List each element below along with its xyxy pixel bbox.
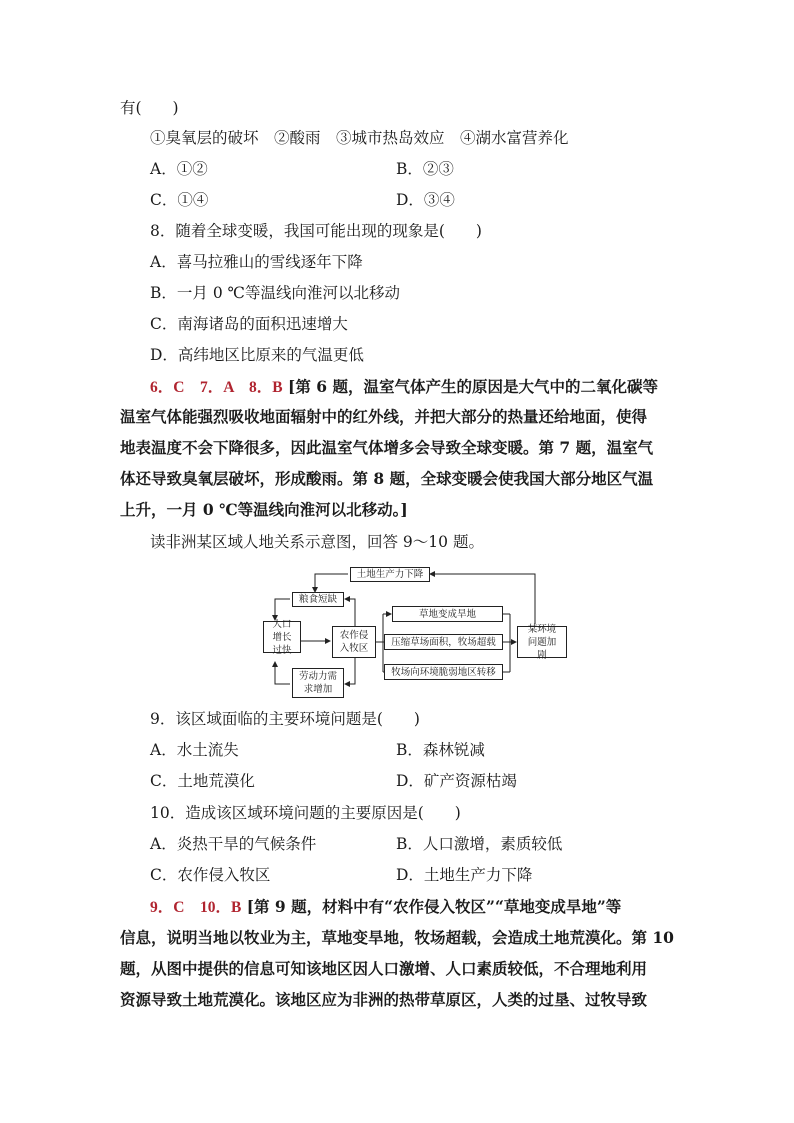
- q7-option-a: A．①②: [150, 160, 208, 178]
- answer-key-9-10: 9．C 10．B: [150, 899, 242, 916]
- box-environmental-problem-worsens: 某环境问题加剧: [517, 626, 567, 658]
- q9-option-a: A．水土流失: [150, 741, 239, 759]
- answer-6-8-line5: 上升，一月 0 ℃等温线向淮河以北移动。]: [120, 500, 408, 519]
- q10-option-a: A．炎热干旱的气候条件: [150, 835, 317, 853]
- box-food-shortage: 粮食短缺: [292, 592, 344, 607]
- box-grassland-to-dryland: 草地变成旱地: [392, 606, 503, 622]
- answer-text-9-10-start: [第 9 题，材料中有“农作侵入牧区”“草地变成旱地”等: [246, 897, 622, 916]
- q8-option-d: D．高纬地区比原来的气温更低: [150, 346, 364, 364]
- q8-stem: 8．随着全球变暖，我国可能出现的现象是( ): [150, 222, 482, 240]
- box-land-productivity-decline: 土地生产力下降: [350, 567, 430, 582]
- q9-option-b: B．森林锐减: [396, 741, 485, 759]
- q7-stem-end: 有( ): [120, 99, 179, 117]
- q9-stem: 9．该区域面临的主要环境问题是( ): [150, 710, 420, 728]
- answer-6-8-line1: [150, 376, 658, 399]
- q9-option-d: D．矿产资源枯竭: [396, 772, 517, 790]
- answer-text-6-8-start: [第 6 题，温室气体产生的原因是大气中的二氧化碳等: [288, 377, 658, 396]
- answer-key-6-8: 6．C 7．A 8．B: [150, 379, 283, 396]
- box-compress-grassland-overload: 压缩草场面积，牧场超载: [384, 634, 503, 650]
- answer-9-10-line1: [150, 896, 621, 919]
- box-farming-invades-pasture: 农作侵入牧区: [332, 626, 376, 658]
- answer-9-10-line2: 信息，说明当地以牧业为主，草地变旱地，牧场超载，会造成土地荒漠化。第 10: [120, 928, 674, 947]
- answer-9-10-line3: 题，从图中提供的信息可知该地区因人口激增、人口素质较低，不合理地利用: [120, 959, 648, 978]
- q8-option-a: A．喜马拉雅山的雪线逐年下降: [150, 253, 363, 271]
- q10-option-b: B．人口激增，素质较低: [396, 835, 563, 853]
- answer-6-8-line3: 地表温度不会下降很多，因此温室气体增多会导致全球变暖。第 7 题，温室气: [120, 438, 654, 457]
- answer-9-10-line4: 资源导致土地荒漠化。该地区应为非洲的热带草原区，人类的过垦、过牧导致: [120, 990, 648, 1009]
- q10-option-c: C．农作侵入牧区: [150, 866, 271, 884]
- box-pasture-transfer-fragile-areas: 牧场向环境脆弱地区转移: [384, 664, 503, 680]
- q7-items: ①臭氧层的破坏 ②酸雨 ③城市热岛效应 ④湖水富营养化: [150, 129, 569, 147]
- q8-option-c: C．南海诸岛的面积迅速增大: [150, 315, 348, 333]
- answer-6-8-line4: 体还导致臭氧层破坏，形成酸雨。第 8 题，全球变暖会使我国大部分地区气温: [120, 469, 654, 488]
- q9-option-c: C．土地荒漠化: [150, 772, 255, 790]
- q10-stem: 10．造成该区域环境问题的主要原因是( ): [150, 804, 461, 822]
- q7-option-c: C．①④: [150, 191, 209, 209]
- answer-6-8-line2: 温室气体能强烈吸收地面辐射中的红外线，并把大部分的热量还给地面，使得: [120, 407, 648, 426]
- q7-option-d: D．③④: [396, 191, 455, 209]
- q10-option-d: D．土地生产力下降: [396, 866, 533, 884]
- box-population-growth: 人口增长过快: [263, 621, 301, 653]
- diagram-intro: 读非洲某区域人地关系示意图，回答 9～10 题。: [150, 533, 484, 551]
- human-land-relationship-diagram: [260, 566, 557, 698]
- q7-option-b: B．②③: [396, 160, 454, 178]
- box-labor-demand-increase: 劳动力需求增加: [292, 668, 344, 698]
- q8-option-b: B．一月 0 ℃等温线向淮河以北移动: [150, 284, 400, 302]
